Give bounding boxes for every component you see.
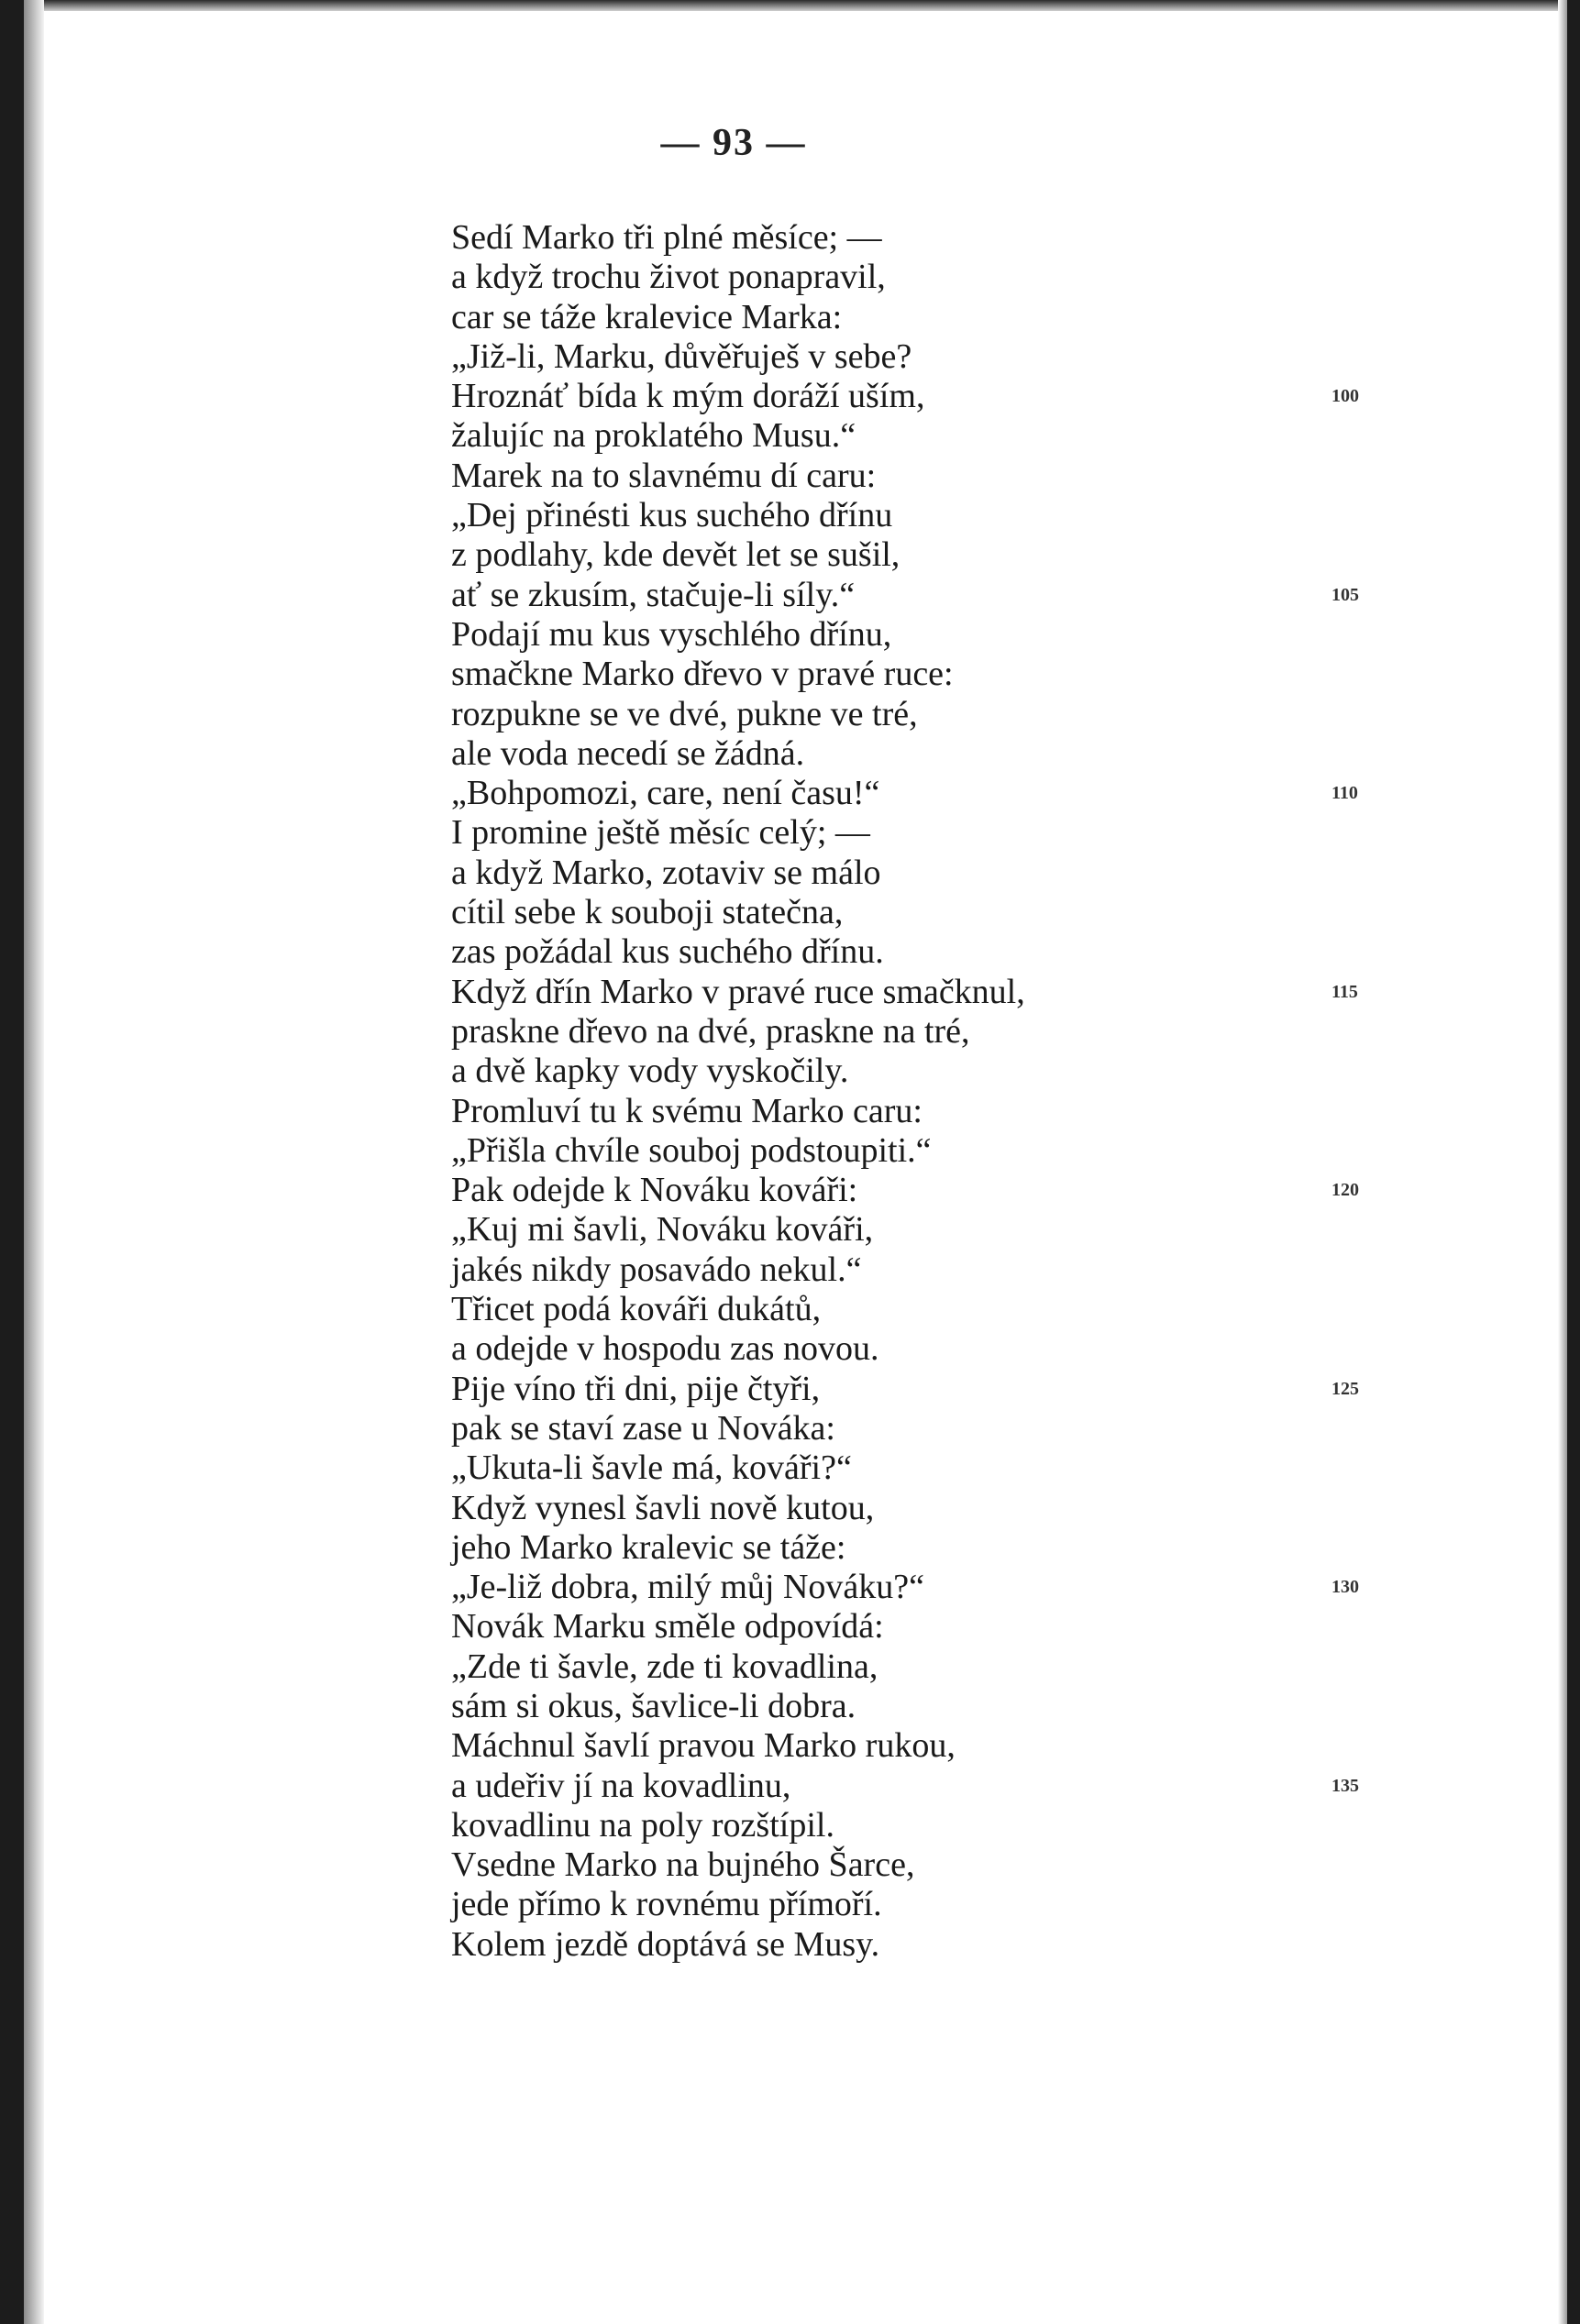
poem-line-text: Sedí Marko tři plné měsíce; — xyxy=(451,218,882,257)
poem-line-text: „Je-liž dobra, milý můj Nováku?“ xyxy=(451,1568,925,1607)
poem-line xyxy=(451,774,1405,813)
poem-line xyxy=(451,1687,1405,1726)
poem-line xyxy=(451,1607,1405,1647)
poem-line xyxy=(451,535,1405,575)
poem-line-text: cítil sebe k souboji statečna, xyxy=(451,893,844,932)
poem-line-text: „Zde ti šavle, zde ti kovadlina, xyxy=(451,1647,878,1686)
poem-line-text: I promine ještě měsíc celý; — xyxy=(451,813,870,853)
poem-line xyxy=(451,298,1405,337)
poem-line xyxy=(451,1885,1405,1924)
poem-line xyxy=(451,1845,1405,1885)
poem-line xyxy=(451,1767,1405,1806)
scan-right-edge xyxy=(1567,0,1580,2324)
poem-line-text: jakés nikdy posavádo nekul.“ xyxy=(451,1250,862,1289)
poem-body xyxy=(451,218,1405,1965)
poem-line-text: Vsedne Marko na bujného Šarce, xyxy=(451,1845,915,1885)
poem-line xyxy=(451,416,1405,456)
poem-line xyxy=(451,893,1405,932)
poem-line-text: praskne dřevo na dvé, praskne na tré, xyxy=(451,1011,970,1051)
poem-line xyxy=(451,576,1405,615)
poem-line-text: rozpukne se ve dvé, pukne ve tré, xyxy=(451,694,918,733)
poem-line-text: a když trochu život ponapravil, xyxy=(451,258,886,297)
poem-line-text: zas požádal kus suchého dřínu. xyxy=(451,932,884,972)
poem-line-text: kovadlinu na poly rozštípil. xyxy=(451,1805,834,1845)
poem-line xyxy=(451,1370,1405,1409)
poem-line-text: Marek na to slavnému dí caru: xyxy=(451,456,877,495)
poem-line xyxy=(451,377,1405,416)
poem-line-text: „Již-li, Marku, důvěřuješ v sebe? xyxy=(451,336,912,376)
poem-line-text: car se táže kralevice Marka: xyxy=(451,297,843,336)
poem-line xyxy=(451,496,1405,535)
poem-line-text: Pije víno tři dni, pije čtyři, xyxy=(451,1369,821,1408)
poem-line-text: „Dej přinésti kus suchého dřínu xyxy=(451,496,893,535)
scan-left-shadow xyxy=(24,0,44,2324)
poem-line-text: ať se zkusím, stačuje-li síly.“ xyxy=(451,575,856,614)
poem-line-text: pak se staví zase u Nováka: xyxy=(451,1408,835,1448)
poem-line xyxy=(451,337,1405,377)
line-number: 100 xyxy=(1331,386,1359,407)
line-number: 125 xyxy=(1331,1378,1359,1399)
poem-line xyxy=(451,1726,1405,1766)
poem-line-text: žalujíc na proklatého Musu.“ xyxy=(451,416,856,456)
poem-line-text: Když dřín Marko v pravé ruce smačknul, xyxy=(451,972,1025,1011)
scan-left-edge xyxy=(0,0,24,2324)
poem-line-text: sám si okus, šavlice-li dobra. xyxy=(451,1686,856,1725)
poem-line-text: Novák Marku směle odpovídá: xyxy=(451,1607,884,1647)
poem-line xyxy=(451,218,1405,258)
poem-line xyxy=(451,615,1405,655)
line-number: 110 xyxy=(1331,783,1358,804)
poem-line xyxy=(451,1290,1405,1329)
poem-line xyxy=(451,1806,1405,1845)
poem-line xyxy=(451,932,1405,972)
line-number: 135 xyxy=(1331,1775,1359,1796)
poem-line xyxy=(451,1092,1405,1131)
poem-line xyxy=(451,1052,1405,1091)
poem-line xyxy=(451,1409,1405,1448)
line-number: 115 xyxy=(1331,981,1358,1002)
poem-line-text: Když vynesl šavli nově kutou, xyxy=(451,1488,875,1527)
scan-top-edge xyxy=(0,0,1580,11)
poem-line xyxy=(451,973,1405,1012)
poem-line xyxy=(451,695,1405,734)
line-number: 120 xyxy=(1331,1180,1359,1201)
poem-line xyxy=(451,1329,1405,1369)
poem-line xyxy=(451,734,1405,774)
poem-line xyxy=(451,1528,1405,1568)
line-number: 105 xyxy=(1331,584,1359,605)
poem-line-text: jeho Marko kralevic se táže: xyxy=(451,1527,846,1567)
poem-line-text: „Bohpomozi, care, není času!“ xyxy=(451,774,880,813)
poem-line xyxy=(451,1647,1405,1687)
poem-line-text: Hroznáť bída k mým doráží uším, xyxy=(451,377,925,416)
poem-line xyxy=(451,1131,1405,1171)
poem-line-text: z podlahy, kde devět let se sušil, xyxy=(451,535,900,575)
poem-line-text: a udeřiv jí na kovadlinu, xyxy=(451,1766,791,1805)
poem-line-text: „Kuj mi šavli, Nováku kováři, xyxy=(451,1210,874,1250)
poem-line-text: jede přímo k rovnému přímoří. xyxy=(451,1885,882,1924)
poem-line-text: Promluví tu k svému Marko caru: xyxy=(451,1091,923,1130)
poem-line-text: Máchnul šavlí pravou Marko rukou, xyxy=(451,1726,956,1766)
poem-line xyxy=(451,1489,1405,1528)
poem-line xyxy=(451,655,1405,694)
poem-line-text: a odejde v hospodu zas novou. xyxy=(451,1329,879,1369)
poem-line-text: Kolem jezdě doptává se Musy. xyxy=(451,1924,880,1964)
poem-line-text: Pak odejde k Nováku kováři: xyxy=(451,1171,858,1210)
poem-line-text: „Přišla chvíle souboj podstoupiti.“ xyxy=(451,1130,932,1170)
poem-line-text: „Ukuta-li šavle má, kováři?“ xyxy=(451,1448,852,1488)
poem-line xyxy=(451,1171,1405,1210)
poem-line xyxy=(451,258,1405,297)
poem-line xyxy=(451,1568,1405,1607)
poem-line xyxy=(451,1012,1405,1052)
poem-line xyxy=(451,1250,1405,1290)
scan-right-shadow xyxy=(1558,0,1567,2324)
poem-line-text: Třicet podá kováři dukátů, xyxy=(451,1290,822,1329)
line-number: 130 xyxy=(1331,1577,1359,1598)
poem-line-text: Podají mu kus vyschlého dřínu, xyxy=(451,614,892,654)
page-number: — 93 — xyxy=(660,122,807,164)
poem-line xyxy=(451,1210,1405,1250)
poem-line xyxy=(451,813,1405,853)
poem-line-text: smačkne Marko dřevo v pravé ruce: xyxy=(451,655,954,694)
poem-line xyxy=(451,854,1405,893)
poem-line-text: a když Marko, zotaviv se málo xyxy=(451,853,881,892)
poem-line-text: ale voda necedí se žádná. xyxy=(451,733,805,773)
poem-line-text: a dvě kapky vody vyskočily. xyxy=(451,1052,849,1091)
poem-line xyxy=(451,1925,1405,1965)
poem-line xyxy=(451,1448,1405,1488)
poem-line xyxy=(451,457,1405,496)
